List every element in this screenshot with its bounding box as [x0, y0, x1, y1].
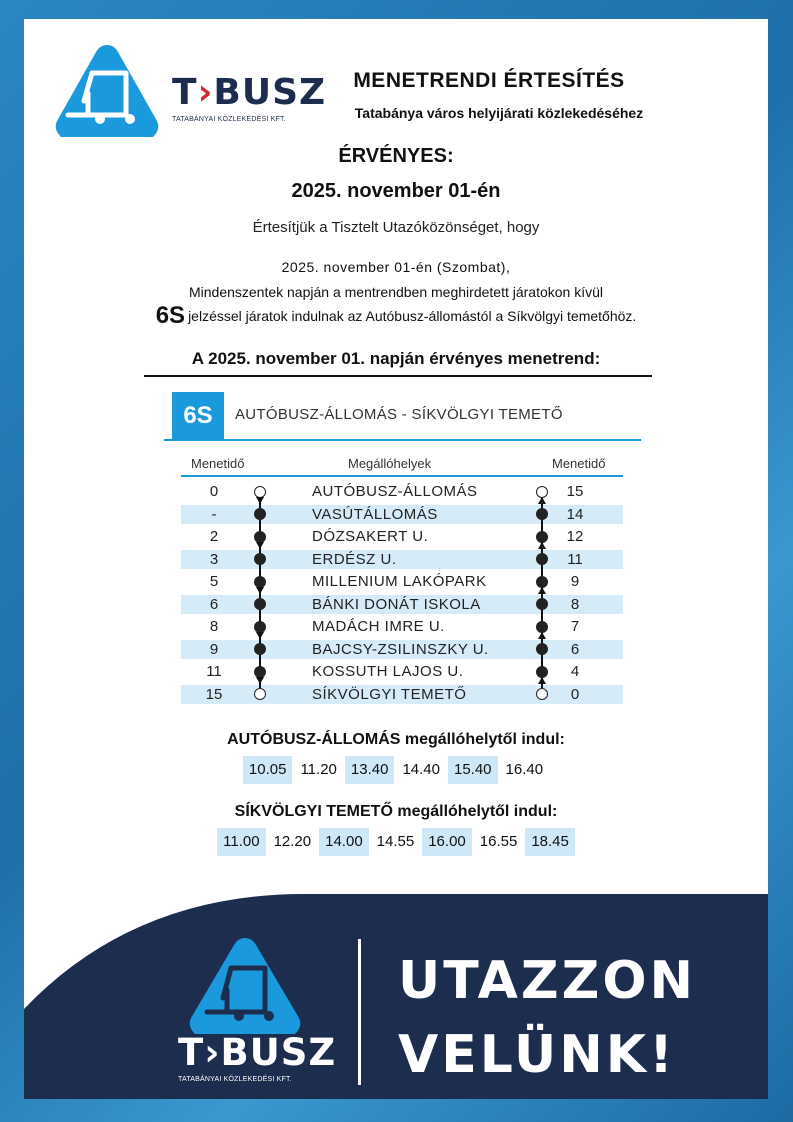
tbusz-logo-icon: [54, 43, 160, 139]
stop-name: MADÁCH IMRE U.: [312, 618, 445, 635]
stop-row: [181, 685, 623, 704]
heading-divider: [144, 375, 652, 377]
stop-row: [181, 617, 623, 636]
stop-marker: [536, 643, 548, 655]
stop-name: SÍKVÖLGYI TEMETŐ: [312, 685, 467, 703]
footer-brand-wordmark: T›BUSZ TATABÁNYAI KÖZLEKEDÉSI KFT.: [178, 1031, 337, 1083]
col-head-right: Menetidő: [552, 456, 606, 471]
route-name: AUTÓBUSZ-ÁLLOMÁS - SÍKVÖLGYI TEMETŐ: [235, 406, 563, 423]
stop-name: AUTÓBUSZ-ÁLLOMÁS: [312, 483, 478, 500]
direction-arrow-down-icon: [256, 587, 264, 594]
stop-marker: [254, 531, 266, 543]
stop-time-return: 15: [566, 483, 584, 500]
stop-time-outbound: 3: [209, 550, 219, 568]
stop-marker: [536, 576, 548, 588]
stop-time-outbound: 2: [209, 528, 219, 545]
stop-marker: [536, 621, 548, 633]
stop-time-return: 0: [570, 685, 580, 703]
stop-time-outbound: 11: [206, 663, 222, 680]
direction-arrow-up-icon: [538, 542, 546, 549]
stop-time-return: 12: [566, 528, 584, 545]
direction-arrow-up-icon: [538, 677, 546, 684]
departure-time: 14.00: [319, 828, 369, 856]
stop-marker: [254, 553, 266, 565]
direction-arrow-up-icon: [538, 497, 546, 504]
stop-name: MILLENIUM LAKÓPARK: [312, 573, 487, 590]
notice-line-2: Mindenszentek napján a mentrendben meghirdetett járatokon kívül: [188, 284, 604, 300]
terminal-stop-marker: [254, 688, 266, 700]
direction-arrow-down-icon: [256, 542, 264, 549]
stop-time-outbound: 6: [209, 595, 219, 613]
route-divider: [164, 439, 641, 441]
schedule-heading: A 2025. november 01. napján érvényes menetrend:: [191, 349, 601, 368]
stop-row: [181, 550, 623, 569]
stop-row: [181, 527, 623, 546]
stop-time-return: 7: [570, 618, 580, 635]
departure-time: 15.40: [448, 756, 498, 784]
departure-time: 14.55: [376, 833, 415, 850]
stop-marker: [254, 508, 266, 520]
stop-time-return: 6: [570, 640, 580, 658]
departure-times-2: [24, 828, 768, 856]
terminal-stop-marker: [254, 486, 266, 498]
departure-time: 16.40: [505, 761, 544, 778]
terminal-stop-marker: [536, 688, 548, 700]
stop-time-return: 8: [570, 595, 580, 613]
stop-time-outbound: 15: [205, 685, 223, 703]
stop-marker: [254, 643, 266, 655]
col-head-left: Menetidő: [191, 456, 245, 471]
stop-row: [181, 662, 623, 681]
stop-name: DÓZSAKERT U.: [312, 528, 429, 545]
departure-time: 18.45: [525, 828, 575, 856]
valid-date: 2025. november 01-én: [291, 180, 501, 202]
departure-time: 12.20: [273, 833, 312, 850]
stop-marker: [254, 621, 266, 633]
departure-time: 14.40: [402, 761, 440, 778]
stop-time-return: 14: [566, 505, 584, 523]
stop-time-return: 11: [567, 550, 583, 568]
column-divider: [181, 475, 623, 477]
departure-time: 16.00: [422, 828, 472, 856]
notice-line-3: 6S jelzéssel járatok indulnak az Autóbusz-állomástól a Síkvölgyi temetőhöz.: [155, 302, 637, 329]
valid-label: ÉRVÉNYES:: [338, 145, 454, 167]
departure-title-1: AUTÓBUSZ-ÁLLOMÁS megállóhelytől indul:: [227, 731, 565, 748]
stop-marker: [536, 598, 548, 610]
direction-arrow-down-icon: [256, 677, 264, 684]
footer-divider: [358, 939, 361, 1085]
route-badge: 6S: [172, 392, 224, 440]
notice-title: MENETRENDI ÉRTESÍTÉS: [353, 69, 625, 92]
stop-time-return: 9: [570, 573, 580, 590]
notice-subtitle: Tatabánya város helyijárati közlekedéséhez: [354, 105, 644, 121]
stop-row: [181, 482, 623, 501]
direction-arrow-up-icon: [538, 632, 546, 639]
stop-name: KOSSUTH LAJOS U.: [312, 663, 464, 680]
stop-name: ERDÉSZ U.: [312, 550, 397, 568]
direction-arrow-up-icon: [538, 587, 546, 594]
stop-name: VASÚTÁLLOMÁS: [312, 505, 438, 523]
stop-name: BAJCSY-ZSILINSZKY U.: [312, 640, 489, 658]
notice-sheet: [24, 19, 768, 1099]
stop-time-return: 4: [570, 663, 580, 680]
direction-arrow-down-icon: [256, 497, 264, 504]
stop-time-outbound: -: [211, 505, 217, 523]
route-code-inline: 6S: [155, 302, 186, 329]
departure-times-1: [24, 756, 768, 784]
departure-time: 11.00: [217, 828, 265, 856]
stop-marker: [536, 508, 548, 520]
terminal-stop-marker: [536, 486, 548, 498]
stop-time-outbound: 5: [209, 573, 219, 590]
departure-time: 13.40: [345, 756, 395, 784]
slogan-line-2: VELÜNK!: [398, 1025, 676, 1085]
stop-marker: [536, 531, 548, 543]
stop-marker: [536, 553, 548, 565]
brand-subtitle: TATABÁNYAI KÖZLEKEDÉSI KFT.: [172, 116, 286, 123]
col-head-stops: Megállóhelyek: [348, 456, 432, 471]
stop-row: [181, 572, 623, 591]
departure-time: 16.55: [479, 833, 518, 850]
stop-marker: [254, 576, 266, 588]
slogan-line-1: UTAZZON: [398, 951, 697, 1011]
departure-time: 11.20: [300, 761, 337, 778]
notice-intro: Értesítjük a Tisztelt Utazóközönséget, hogy: [252, 219, 540, 236]
stop-marker: [536, 666, 548, 678]
stop-marker: [254, 598, 266, 610]
footer-brand-subtitle: TATABÁNYAI KÖZLEKEDÉSI KFT.: [178, 1076, 292, 1083]
departure-time: 10.05: [243, 756, 293, 784]
direction-arrow-down-icon: [256, 632, 264, 639]
stop-time-outbound: 8: [209, 618, 219, 635]
departure-title-2: SÍKVÖLGYI TEMETŐ megállóhelytől indul:: [234, 803, 558, 820]
stop-row: [181, 505, 623, 524]
notice-line-1: 2025. november 01-én (Szombat),: [281, 259, 511, 275]
stop-marker: [254, 666, 266, 678]
stop-name: BÁNKI DONÁT ISKOLA: [312, 595, 481, 613]
stop-time-outbound: 0: [209, 483, 219, 500]
stop-time-outbound: 9: [209, 640, 219, 658]
footer-logo-icon: [181, 936, 315, 1036]
brand-wordmark: T›BUSZ TATABÁNYAI KÖZLEKEDÉSI KFT.: [172, 72, 327, 123]
stop-row: [181, 640, 623, 659]
stop-row: [181, 595, 623, 614]
